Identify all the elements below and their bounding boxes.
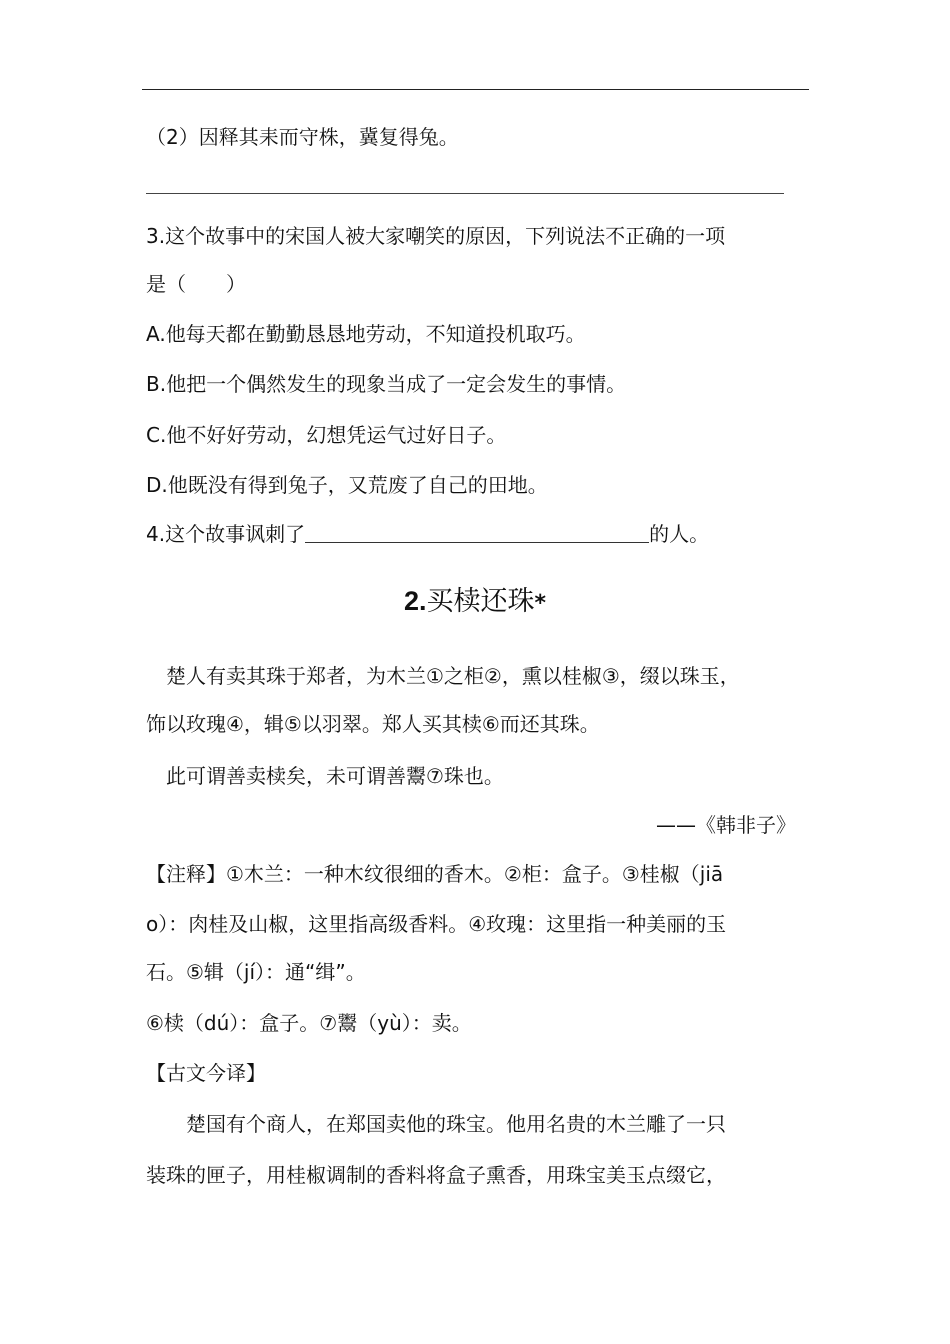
story-paragraph-1-cont: 饰以玫瑰④，辑⑤以羽翠。郑人买其椟⑥而还其珠。 xyxy=(146,712,600,736)
question-4-prefix: 4.这个故事讽刺了 xyxy=(146,522,306,546)
option-d: D.他既没有得到兔子，又荒废了自己的田地。 xyxy=(146,473,548,497)
option-b: B.他把一个偶然发生的现象当成了一定会发生的事情。 xyxy=(146,372,627,396)
translation-heading: 【古文今译】 xyxy=(146,1061,266,1085)
question-4-blank[interactable] xyxy=(305,522,649,543)
question-4 xyxy=(146,520,950,548)
question-3-stem-cont: 是（ ） xyxy=(146,272,246,296)
story-source: ——《韩非子》 xyxy=(656,813,796,837)
translation-line-1: 楚国有个商人，在郑国卖他的珠宝。他用名贵的木兰雕了一只 xyxy=(186,1112,726,1136)
notes-line-4: ⑥椟（dú）：盒子。⑦鬻（yù）：卖。 xyxy=(146,1011,472,1035)
top-rule xyxy=(142,89,809,90)
option-c: C.他不好好劳动，幻想凭运气过好日子。 xyxy=(146,423,507,447)
story-title-mark: * xyxy=(534,591,547,616)
story-paragraph-1: 楚人有卖其珠于郑者，为木兰①之柜②，熏以桂椒③，缀以珠玉， xyxy=(166,664,740,688)
story-title-number: 2. xyxy=(403,586,427,616)
notes-line-1: 【注释】①木兰：一种木纹很细的香木。②柜：盒子。③桂椒（jiā xyxy=(146,862,724,886)
story-title xyxy=(0,583,950,622)
question-3-stem: 3.这个故事中的宋国人被大家嘲笑的原因，下列说法不正确的一项 xyxy=(146,224,726,248)
notes-line-3: 石。⑤辑（jí）：通“缉”。 xyxy=(146,960,366,984)
story-title-text: 买椟还珠 xyxy=(426,586,535,617)
question-2-sub-2: （2）因释其耒而守株，冀复得兔。 xyxy=(146,125,459,149)
question-4-suffix: 的人。 xyxy=(649,522,710,546)
answer-blank-line[interactable] xyxy=(146,193,784,194)
story-paragraph-2: 此可谓善卖椟矣，未可谓善鬻⑦珠也。 xyxy=(166,764,504,788)
translation-line-2: 装珠的匣子，用桂椒调制的香料将盒子熏香，用珠宝美玉点缀它， xyxy=(146,1163,726,1187)
notes-line-2: o）：肉桂及山椒，这里指高级香料。④玫瑰：这里指一种美丽的玉 xyxy=(146,912,727,936)
option-a: A.他每天都在勤勤恳恳地劳动，不知道投机取巧。 xyxy=(146,322,586,346)
